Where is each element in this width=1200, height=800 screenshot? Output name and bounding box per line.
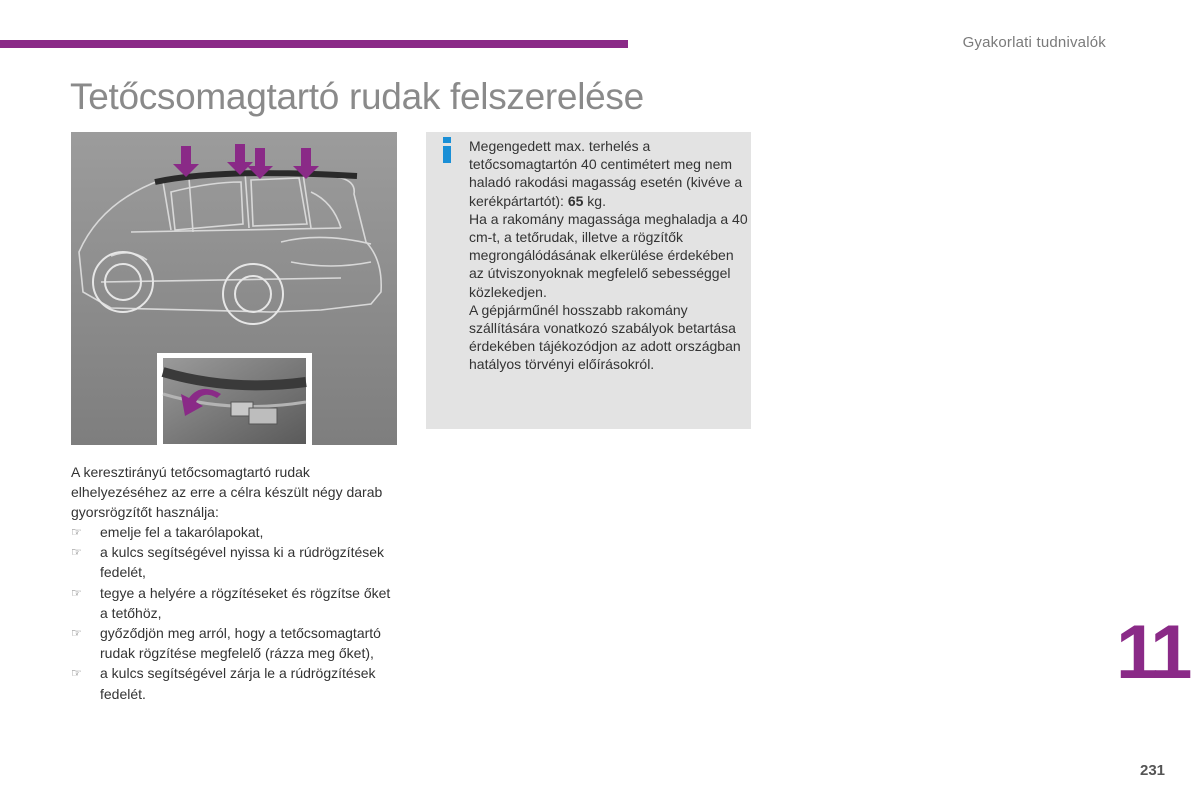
- info-icon: [440, 137, 454, 163]
- list-item: ☞ győződjön meg arról, hogy a tetőcsomagtartó rudak rögzítése megfelelő (rázza meg őket),: [71, 625, 381, 662]
- intro-paragraph: A keresztirányú tetőcsomagtartó rudak elhelyezéséhez az erre a célra készült négy darab gyorsrögzítőt használja:: [71, 464, 383, 521]
- header-accent-bar: [0, 40, 628, 48]
- page-title: Tetőcsomagtartó rudak felszerelése: [70, 76, 644, 117]
- list-item: ☞ a kulcs segítségével nyissa ki a rúdrögzítések fedelét,: [71, 544, 385, 581]
- info-load-paragraph: Megengedett max. terhelés a tetőcsomagtartón 40 centimétert meg nem haladó rakodási magasság esetén (kivéve a kerékpártartót): 65 kg.: [469, 138, 743, 209]
- roof-bars-figure: [71, 132, 397, 445]
- hand-pointer-icon: ☞: [71, 585, 82, 600]
- page-number: 231: [1140, 762, 1166, 779]
- section-name: Gyakorlati tudnivalók: [962, 34, 1106, 51]
- steps-list: [71, 522, 401, 704]
- info-height-paragraph: Ha a rakomány magassága meghaladja a 40 cm-t, a tetőrudak, illetve a rögzítők megrongálódásának elkerülése érdekében az útviszonyoknak megfelelő sebességgel közlekedjen.: [469, 210, 748, 300]
- hand-pointer-icon: ☞: [71, 666, 82, 681]
- list-item: ☞ tegye a helyére a rögzítéseket és rögzítse őket a tetőhöz,: [71, 584, 391, 621]
- info-text: [469, 137, 749, 374]
- hand-pointer-icon: ☞: [71, 525, 82, 539]
- max-load-value: 65: [567, 192, 584, 209]
- hand-pointer-icon: ☞: [71, 545, 82, 560]
- chapter-number: 11: [1116, 610, 1189, 695]
- roof-clip-inset: [157, 353, 312, 445]
- info-rules-paragraph: A gépjárműnél hosszabb rakomány szállítására vonatkozó szabályok betartása érdekében tájékozódjon az adott országban hatályos törvényi előírásokról.: [469, 301, 741, 373]
- hand-pointer-icon: ☞: [71, 626, 82, 641]
- list-item: ☞ emelje fel a takarólapokat,: [71, 522, 401, 542]
- list-item: ☞ a kulcs segítségével zárja le a rúdrögzítések fedelét.: [71, 665, 376, 702]
